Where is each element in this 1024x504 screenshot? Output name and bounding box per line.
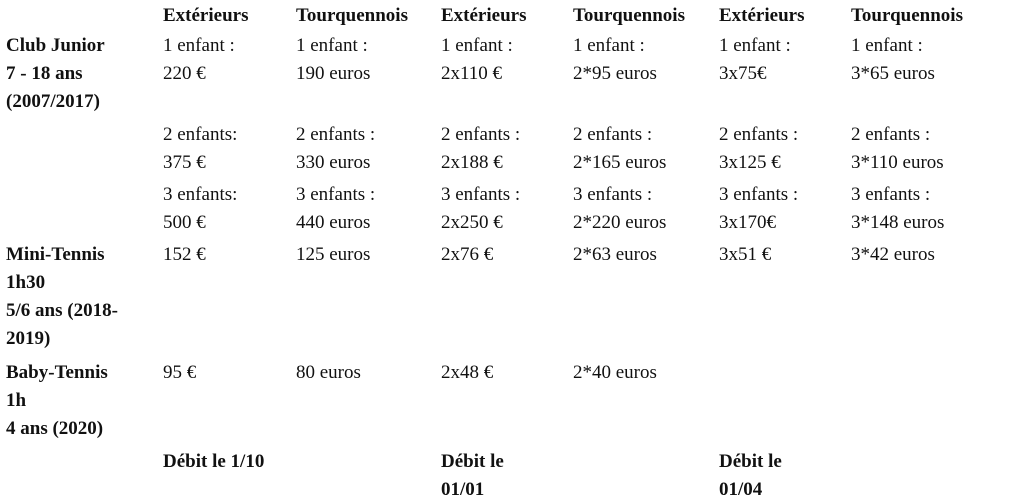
row-label-baby-tennis: Baby-Tennis 1h 4 ans (2020)	[6, 362, 108, 439]
baby-tennis-cell: 2*40 euros	[573, 362, 657, 383]
club-junior-2-enfants-cell: 2 enfants : 2*165 euros	[573, 124, 667, 173]
club-junior-3-enfants-cell: 3 enfants : 440 euros	[296, 184, 376, 233]
baby-tennis-cell: 95 €	[163, 362, 197, 383]
club-junior-1-enfant-cell: 1 enfant : 220 €	[163, 35, 235, 84]
mini-tennis-cell: 3*42 euros	[851, 244, 935, 265]
club-junior-3-enfants-cell: 3 enfants: 500 €	[163, 184, 238, 233]
mini-tennis-cell: 2*63 euros	[573, 244, 657, 265]
header-exterieurs-2: Extérieurs	[441, 5, 527, 26]
club-junior-2-enfants-cell: 2 enfants : 2x188 €	[441, 124, 521, 173]
debit-note-2: Débit le 01/01	[441, 451, 504, 500]
debit-note-1: Débit le 1/10	[163, 451, 265, 472]
club-junior-3-enfants-cell: 3 enfants : 3x170€	[719, 184, 799, 233]
club-junior-1-enfant-cell: 1 enfant : 3x75€	[719, 35, 791, 84]
mini-tennis-cell: 152 €	[163, 244, 206, 265]
row-label-club-junior: Club Junior 7 - 18 ans (2007/2017)	[6, 35, 105, 112]
club-junior-1-enfant-cell: 1 enfant : 2*95 euros	[573, 35, 657, 84]
mini-tennis-cell: 2x76 €	[441, 244, 494, 265]
row-label-mini-tennis: Mini-Tennis 1h30 5/6 ans (2018- 2019)	[6, 244, 118, 349]
club-junior-3-enfants-cell: 3 enfants : 3*148 euros	[851, 184, 945, 233]
baby-tennis-cell: 2x48 €	[441, 362, 494, 383]
header-exterieurs-3: Extérieurs	[719, 5, 805, 26]
club-junior-1-enfant-cell: 1 enfant : 3*65 euros	[851, 35, 935, 84]
club-junior-2-enfants-cell: 2 enfants: 375 €	[163, 124, 238, 173]
club-junior-1-enfant-cell: 1 enfant : 2x110 €	[441, 35, 513, 84]
mini-tennis-cell: 3x51 €	[719, 244, 772, 265]
baby-tennis-cell: 80 euros	[296, 362, 361, 383]
club-junior-2-enfants-cell: 2 enfants : 330 euros	[296, 124, 376, 173]
header-tourquennois-2: Tourquennois	[573, 5, 685, 26]
header-tourquennois-1: Tourquennois	[296, 5, 408, 26]
club-junior-1-enfant-cell: 1 enfant : 190 euros	[296, 35, 371, 84]
club-junior-2-enfants-cell: 2 enfants : 3x125 €	[719, 124, 799, 173]
club-junior-2-enfants-cell: 2 enfants : 3*110 euros	[851, 124, 944, 173]
club-junior-3-enfants-cell: 3 enfants : 2*220 euros	[573, 184, 667, 233]
header-tourquennois-3: Tourquennois	[851, 5, 963, 26]
header-exterieurs-1: Extérieurs	[163, 5, 249, 26]
mini-tennis-cell: 125 euros	[296, 244, 371, 265]
debit-note-3: Débit le 01/04	[719, 451, 782, 500]
club-junior-3-enfants-cell: 3 enfants : 2x250 €	[441, 184, 521, 233]
